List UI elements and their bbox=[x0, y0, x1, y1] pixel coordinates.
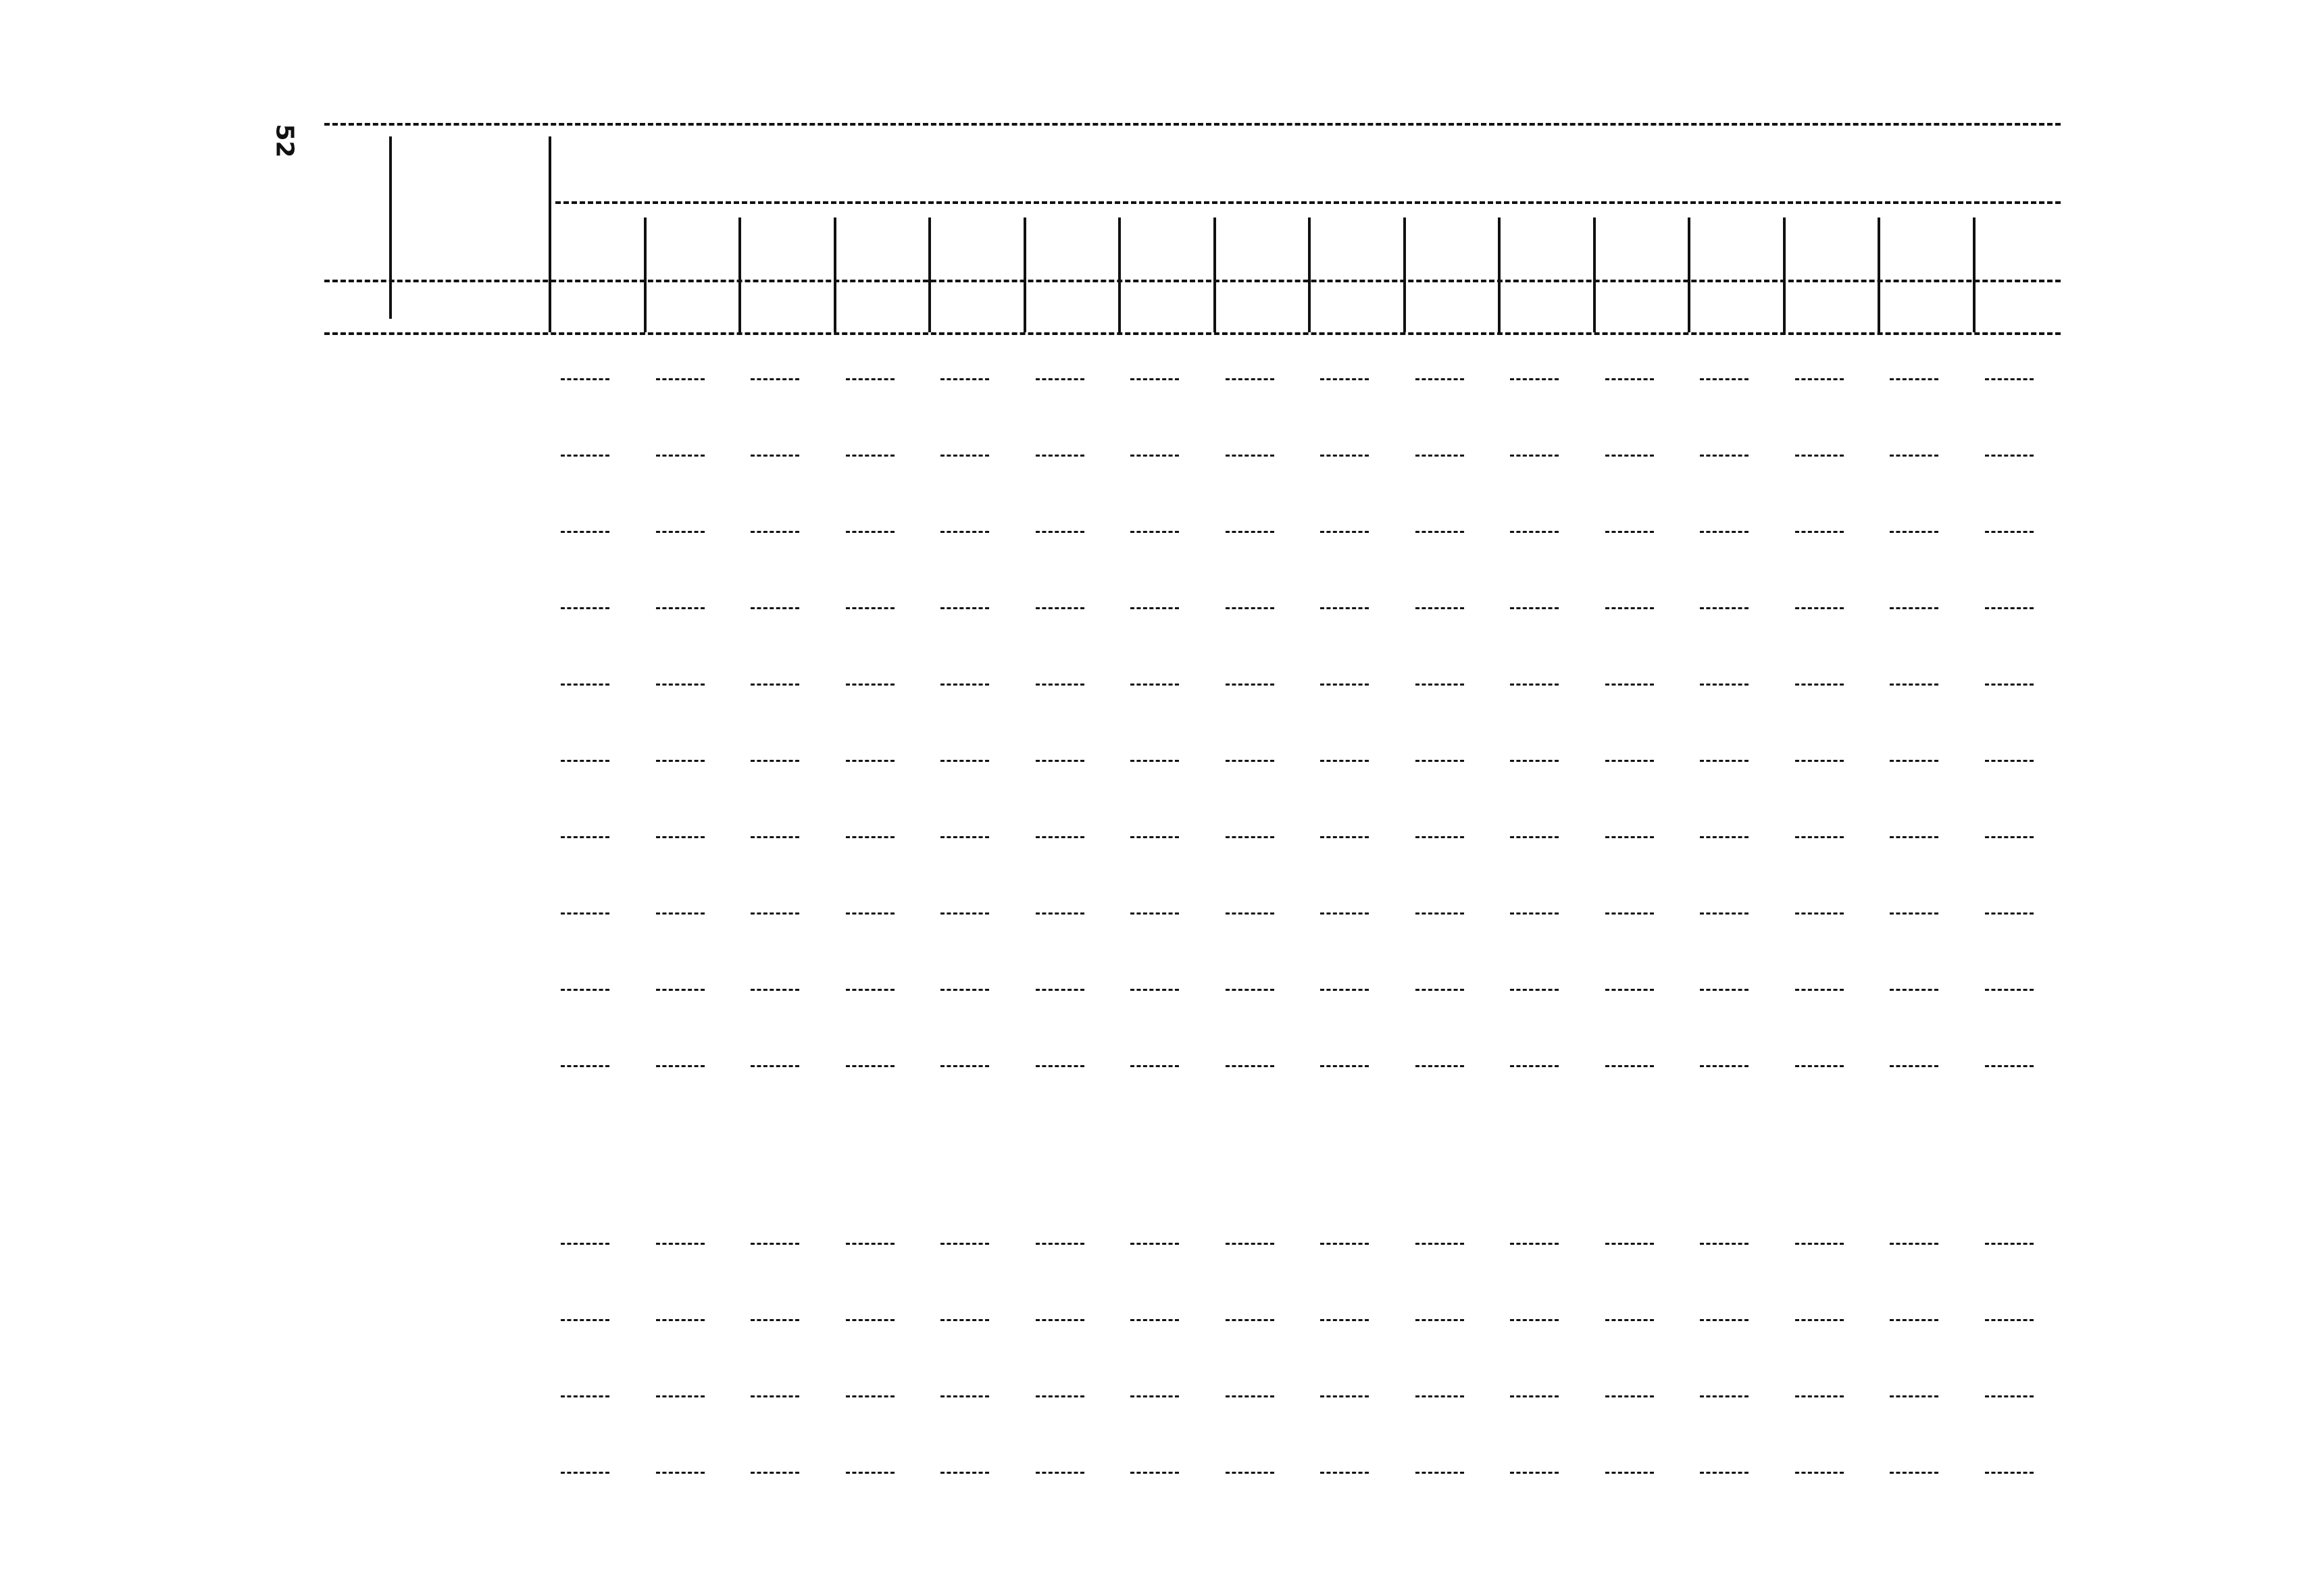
fraction-line bbox=[1036, 531, 1084, 533]
fraction-line bbox=[1415, 760, 1464, 762]
fraction-line bbox=[846, 1243, 895, 1245]
fraction-line bbox=[1510, 607, 1559, 609]
fraction-line bbox=[940, 989, 989, 991]
vline-district bbox=[1783, 217, 1786, 332]
fraction-line bbox=[940, 1319, 989, 1321]
fraction-line bbox=[751, 455, 799, 457]
fraction-line bbox=[1985, 836, 2034, 838]
fraction-line bbox=[656, 1065, 705, 1067]
price-table bbox=[324, 123, 2061, 1501]
fraction-line bbox=[1415, 378, 1464, 380]
fraction-line bbox=[1036, 1319, 1084, 1321]
fraction-line bbox=[1415, 1243, 1464, 1245]
fraction-line bbox=[846, 531, 895, 533]
fraction-line bbox=[1226, 684, 1274, 686]
fraction-line bbox=[1320, 760, 1369, 762]
fraction-line bbox=[1415, 607, 1464, 609]
fraction-line bbox=[846, 1065, 895, 1067]
fraction-line bbox=[1226, 760, 1274, 762]
fraction-line bbox=[1226, 1243, 1274, 1245]
fraction-line bbox=[656, 531, 705, 533]
fraction-line bbox=[1795, 760, 1844, 762]
fraction-line bbox=[846, 455, 895, 457]
fraction-line bbox=[1415, 836, 1464, 838]
fraction-line bbox=[751, 836, 799, 838]
fraction-line bbox=[1985, 531, 2034, 533]
fraction-line bbox=[1890, 989, 1938, 991]
fraction-line bbox=[1320, 1243, 1369, 1245]
fraction-line bbox=[1605, 684, 1654, 686]
fraction-line bbox=[1510, 1065, 1559, 1067]
fraction-line bbox=[1130, 1472, 1179, 1474]
fraction-line bbox=[1890, 607, 1938, 609]
vline-2 bbox=[549, 136, 551, 332]
fraction-line bbox=[1130, 684, 1179, 686]
fraction-line bbox=[1130, 1395, 1179, 1397]
fraction-line bbox=[1985, 455, 2034, 457]
fraction-line bbox=[940, 607, 989, 609]
fraction-line bbox=[1700, 378, 1749, 380]
vline-district bbox=[644, 217, 647, 332]
fraction-line bbox=[561, 455, 609, 457]
fraction-line bbox=[1226, 1065, 1274, 1067]
fraction-line bbox=[1890, 1395, 1938, 1397]
fraction-line bbox=[940, 1395, 989, 1397]
fraction-line bbox=[561, 760, 609, 762]
fraction-line bbox=[1605, 1243, 1654, 1245]
fraction-line bbox=[1226, 378, 1274, 380]
fraction-line bbox=[1605, 378, 1654, 380]
fraction-line bbox=[1985, 1065, 2034, 1067]
fraction-line bbox=[1985, 1243, 2034, 1245]
fraction-line bbox=[1700, 836, 1749, 838]
fraction-line bbox=[1036, 1243, 1084, 1245]
page-number: 52 bbox=[270, 124, 299, 158]
fraction-line bbox=[1226, 989, 1274, 991]
fraction-line bbox=[940, 836, 989, 838]
fraction-line bbox=[1320, 607, 1369, 609]
fraction-line bbox=[1700, 912, 1749, 915]
fraction-line bbox=[656, 989, 705, 991]
fraction-line bbox=[751, 1243, 799, 1245]
vline-district bbox=[1498, 217, 1501, 332]
fraction-line bbox=[1130, 531, 1179, 533]
vline-district bbox=[1973, 217, 1976, 332]
fraction-line bbox=[1130, 1319, 1179, 1321]
fraction-line bbox=[1130, 760, 1179, 762]
fraction-line bbox=[656, 912, 705, 915]
fraction-line bbox=[940, 684, 989, 686]
fraction-line bbox=[940, 1243, 989, 1245]
fraction-line bbox=[1795, 1395, 1844, 1397]
vline-district bbox=[1213, 217, 1216, 332]
fraction-line bbox=[1605, 1395, 1654, 1397]
fraction-line bbox=[1510, 1395, 1559, 1397]
fraction-line bbox=[751, 989, 799, 991]
fraction-line bbox=[1036, 1065, 1084, 1067]
fraction-line bbox=[1320, 531, 1369, 533]
fraction-line bbox=[1795, 607, 1844, 609]
fraction-line bbox=[1510, 455, 1559, 457]
fraction-line bbox=[1605, 912, 1654, 915]
fraction-line bbox=[1510, 378, 1559, 380]
fraction-line bbox=[846, 684, 895, 686]
vline-district bbox=[928, 217, 931, 332]
fraction-line bbox=[1036, 684, 1084, 686]
fraction-line bbox=[751, 1319, 799, 1321]
fraction-line bbox=[1036, 989, 1084, 991]
fraction-line bbox=[1036, 378, 1084, 380]
fraction-line bbox=[1700, 1395, 1749, 1397]
fraction-line bbox=[1890, 378, 1938, 380]
fraction-line bbox=[1226, 1319, 1274, 1321]
fraction-line bbox=[1795, 455, 1844, 457]
fraction-line bbox=[656, 1472, 705, 1474]
fraction-line bbox=[1890, 1065, 1938, 1067]
vline-district bbox=[1403, 217, 1406, 332]
fraction-line bbox=[656, 760, 705, 762]
fraction-line bbox=[1985, 912, 2034, 915]
fraction-line bbox=[1510, 1319, 1559, 1321]
fraction-line bbox=[1795, 1243, 1844, 1245]
fraction-line bbox=[1795, 836, 1844, 838]
fraction-line bbox=[1795, 912, 1844, 915]
fraction-line bbox=[1795, 1319, 1844, 1321]
fraction-line bbox=[1795, 378, 1844, 380]
fraction-line bbox=[1890, 912, 1938, 915]
fraction-line bbox=[1320, 684, 1369, 686]
fraction-line bbox=[656, 455, 705, 457]
fraction-line bbox=[656, 1319, 705, 1321]
fraction-line bbox=[1320, 378, 1369, 380]
fraction-line bbox=[1415, 531, 1464, 533]
fraction-line bbox=[1795, 989, 1844, 991]
fraction-line bbox=[1700, 455, 1749, 457]
fraction-line bbox=[940, 1472, 989, 1474]
fraction-line bbox=[1130, 455, 1179, 457]
fraction-line bbox=[1985, 1472, 2034, 1474]
fraction-line bbox=[1700, 989, 1749, 991]
vline-district bbox=[834, 217, 836, 332]
fraction-line bbox=[1320, 836, 1369, 838]
fraction-line bbox=[1510, 531, 1559, 533]
fraction-line bbox=[1036, 1472, 1084, 1474]
fraction-line bbox=[1985, 760, 2034, 762]
fraction-line bbox=[1130, 1243, 1179, 1245]
fraction-line bbox=[846, 760, 895, 762]
fraction-line bbox=[846, 912, 895, 915]
fraction-line bbox=[1036, 1395, 1084, 1397]
fraction-line bbox=[1130, 378, 1179, 380]
fraction-line bbox=[940, 760, 989, 762]
fraction-line bbox=[1795, 1472, 1844, 1474]
fraction-line bbox=[1890, 531, 1938, 533]
fraction-line bbox=[751, 912, 799, 915]
fraction-line bbox=[751, 684, 799, 686]
fraction-line bbox=[1036, 760, 1084, 762]
fraction-line bbox=[561, 531, 609, 533]
fraction-line bbox=[656, 607, 705, 609]
fraction-line bbox=[1226, 836, 1274, 838]
fraction-line bbox=[1415, 1319, 1464, 1321]
fraction-line bbox=[1036, 836, 1084, 838]
fraction-line bbox=[1226, 1395, 1274, 1397]
fraction-line bbox=[1510, 760, 1559, 762]
fraction-line bbox=[1510, 989, 1559, 991]
fraction-line bbox=[1415, 1472, 1464, 1474]
fraction-line bbox=[846, 989, 895, 991]
fraction-line bbox=[1700, 1319, 1749, 1321]
fraction-line bbox=[846, 1472, 895, 1474]
fraction-line bbox=[1320, 455, 1369, 457]
fraction-line bbox=[1605, 1319, 1654, 1321]
fraction-line bbox=[1510, 836, 1559, 838]
fraction-line bbox=[1036, 607, 1084, 609]
fraction-line bbox=[940, 378, 989, 380]
fraction-line bbox=[940, 531, 989, 533]
fraction-line bbox=[1415, 912, 1464, 915]
fraction-line bbox=[1700, 1243, 1749, 1245]
fraction-line bbox=[561, 1243, 609, 1245]
fraction-line bbox=[561, 378, 609, 380]
fraction-line bbox=[1036, 455, 1084, 457]
vline-district bbox=[1118, 217, 1121, 332]
fraction-line bbox=[1130, 989, 1179, 991]
fraction-line bbox=[1226, 1472, 1274, 1474]
fraction-line bbox=[1226, 455, 1274, 457]
fraction-line bbox=[1130, 1065, 1179, 1067]
fraction-line bbox=[1605, 607, 1654, 609]
fraction-line bbox=[1985, 378, 2034, 380]
fraction-line bbox=[1415, 1065, 1464, 1067]
fraction-line bbox=[1036, 912, 1084, 915]
fraction-line bbox=[561, 1395, 609, 1397]
fraction-line bbox=[561, 684, 609, 686]
fraction-line bbox=[561, 836, 609, 838]
fraction-line bbox=[561, 989, 609, 991]
fraction-line bbox=[1320, 1395, 1369, 1397]
fraction-line bbox=[1320, 1065, 1369, 1067]
fraction-line bbox=[751, 607, 799, 609]
fraction-line bbox=[751, 760, 799, 762]
vline-district bbox=[1308, 217, 1311, 332]
fraction-line bbox=[1700, 607, 1749, 609]
fraction-line bbox=[561, 912, 609, 915]
fraction-line bbox=[1605, 455, 1654, 457]
fraction-line bbox=[1700, 684, 1749, 686]
fraction-line bbox=[1890, 1472, 1938, 1474]
fraction-line bbox=[656, 1395, 705, 1397]
fraction-line bbox=[940, 912, 989, 915]
fraction-line bbox=[656, 684, 705, 686]
fraction-line bbox=[1795, 684, 1844, 686]
fraction-line bbox=[1226, 531, 1274, 533]
fraction-line bbox=[561, 1319, 609, 1321]
fraction-line bbox=[1605, 1472, 1654, 1474]
fraction-line bbox=[1415, 455, 1464, 457]
fraction-line bbox=[1226, 912, 1274, 915]
fraction-line bbox=[940, 1065, 989, 1067]
fraction-line bbox=[1320, 1472, 1369, 1474]
fraction-line bbox=[1795, 1065, 1844, 1067]
fraction-line bbox=[561, 1065, 609, 1067]
fraction-line bbox=[846, 378, 895, 380]
fraction-line bbox=[751, 1395, 799, 1397]
rule-under-title bbox=[555, 201, 2061, 204]
fraction-line bbox=[1890, 1319, 1938, 1321]
fraction-line bbox=[1890, 836, 1938, 838]
fraction-line bbox=[1130, 607, 1179, 609]
fraction-line bbox=[940, 455, 989, 457]
fraction-line bbox=[1130, 836, 1179, 838]
fraction-line bbox=[1985, 1319, 2034, 1321]
vline-district bbox=[1024, 217, 1026, 332]
fraction-line bbox=[1985, 607, 2034, 609]
fraction-line bbox=[1985, 684, 2034, 686]
fraction-line bbox=[1605, 836, 1654, 838]
fraction-line bbox=[846, 1319, 895, 1321]
fraction-line bbox=[1795, 531, 1844, 533]
fraction-line bbox=[1130, 912, 1179, 915]
fraction-line bbox=[1320, 1319, 1369, 1321]
vline-district bbox=[1593, 217, 1596, 332]
fraction-line bbox=[1415, 684, 1464, 686]
fraction-line bbox=[1890, 760, 1938, 762]
fraction-line bbox=[656, 378, 705, 380]
fraction-line bbox=[1700, 531, 1749, 533]
rule-top bbox=[324, 123, 2061, 126]
fraction-line bbox=[1415, 1395, 1464, 1397]
fraction-line bbox=[1510, 684, 1559, 686]
fraction-line bbox=[561, 607, 609, 609]
fraction-line bbox=[561, 1472, 609, 1474]
fraction-line bbox=[1320, 912, 1369, 915]
fraction-line bbox=[1985, 1395, 2034, 1397]
fraction-line bbox=[751, 531, 799, 533]
fraction-line bbox=[751, 378, 799, 380]
fraction-line bbox=[1510, 1472, 1559, 1474]
vline-district bbox=[1688, 217, 1690, 332]
rule-header-mid bbox=[324, 280, 2061, 282]
vline-district bbox=[1878, 217, 1880, 332]
fraction-line bbox=[1510, 912, 1559, 915]
fraction-line bbox=[1510, 1243, 1559, 1245]
fraction-line bbox=[1890, 1243, 1938, 1245]
fraction-line bbox=[1985, 989, 2034, 991]
fraction-line bbox=[751, 1065, 799, 1067]
vline-1 bbox=[389, 136, 392, 319]
fraction-line bbox=[1700, 1065, 1749, 1067]
fraction-line bbox=[1415, 989, 1464, 991]
fraction-line bbox=[1700, 760, 1749, 762]
fraction-line bbox=[1700, 1472, 1749, 1474]
fraction-line bbox=[1890, 455, 1938, 457]
fraction-line bbox=[656, 836, 705, 838]
fraction-line bbox=[1605, 989, 1654, 991]
fraction-line bbox=[1890, 684, 1938, 686]
fraction-line bbox=[846, 1395, 895, 1397]
fraction-line bbox=[656, 1243, 705, 1245]
rule-header-bottom bbox=[324, 332, 2061, 335]
fraction-line bbox=[1605, 760, 1654, 762]
fraction-line bbox=[751, 1472, 799, 1474]
fraction-line bbox=[1226, 607, 1274, 609]
fraction-line bbox=[846, 836, 895, 838]
fraction-line bbox=[1605, 1065, 1654, 1067]
vline-district bbox=[738, 217, 741, 332]
fraction-line bbox=[1320, 989, 1369, 991]
fraction-line bbox=[846, 607, 895, 609]
fraction-line bbox=[1605, 531, 1654, 533]
